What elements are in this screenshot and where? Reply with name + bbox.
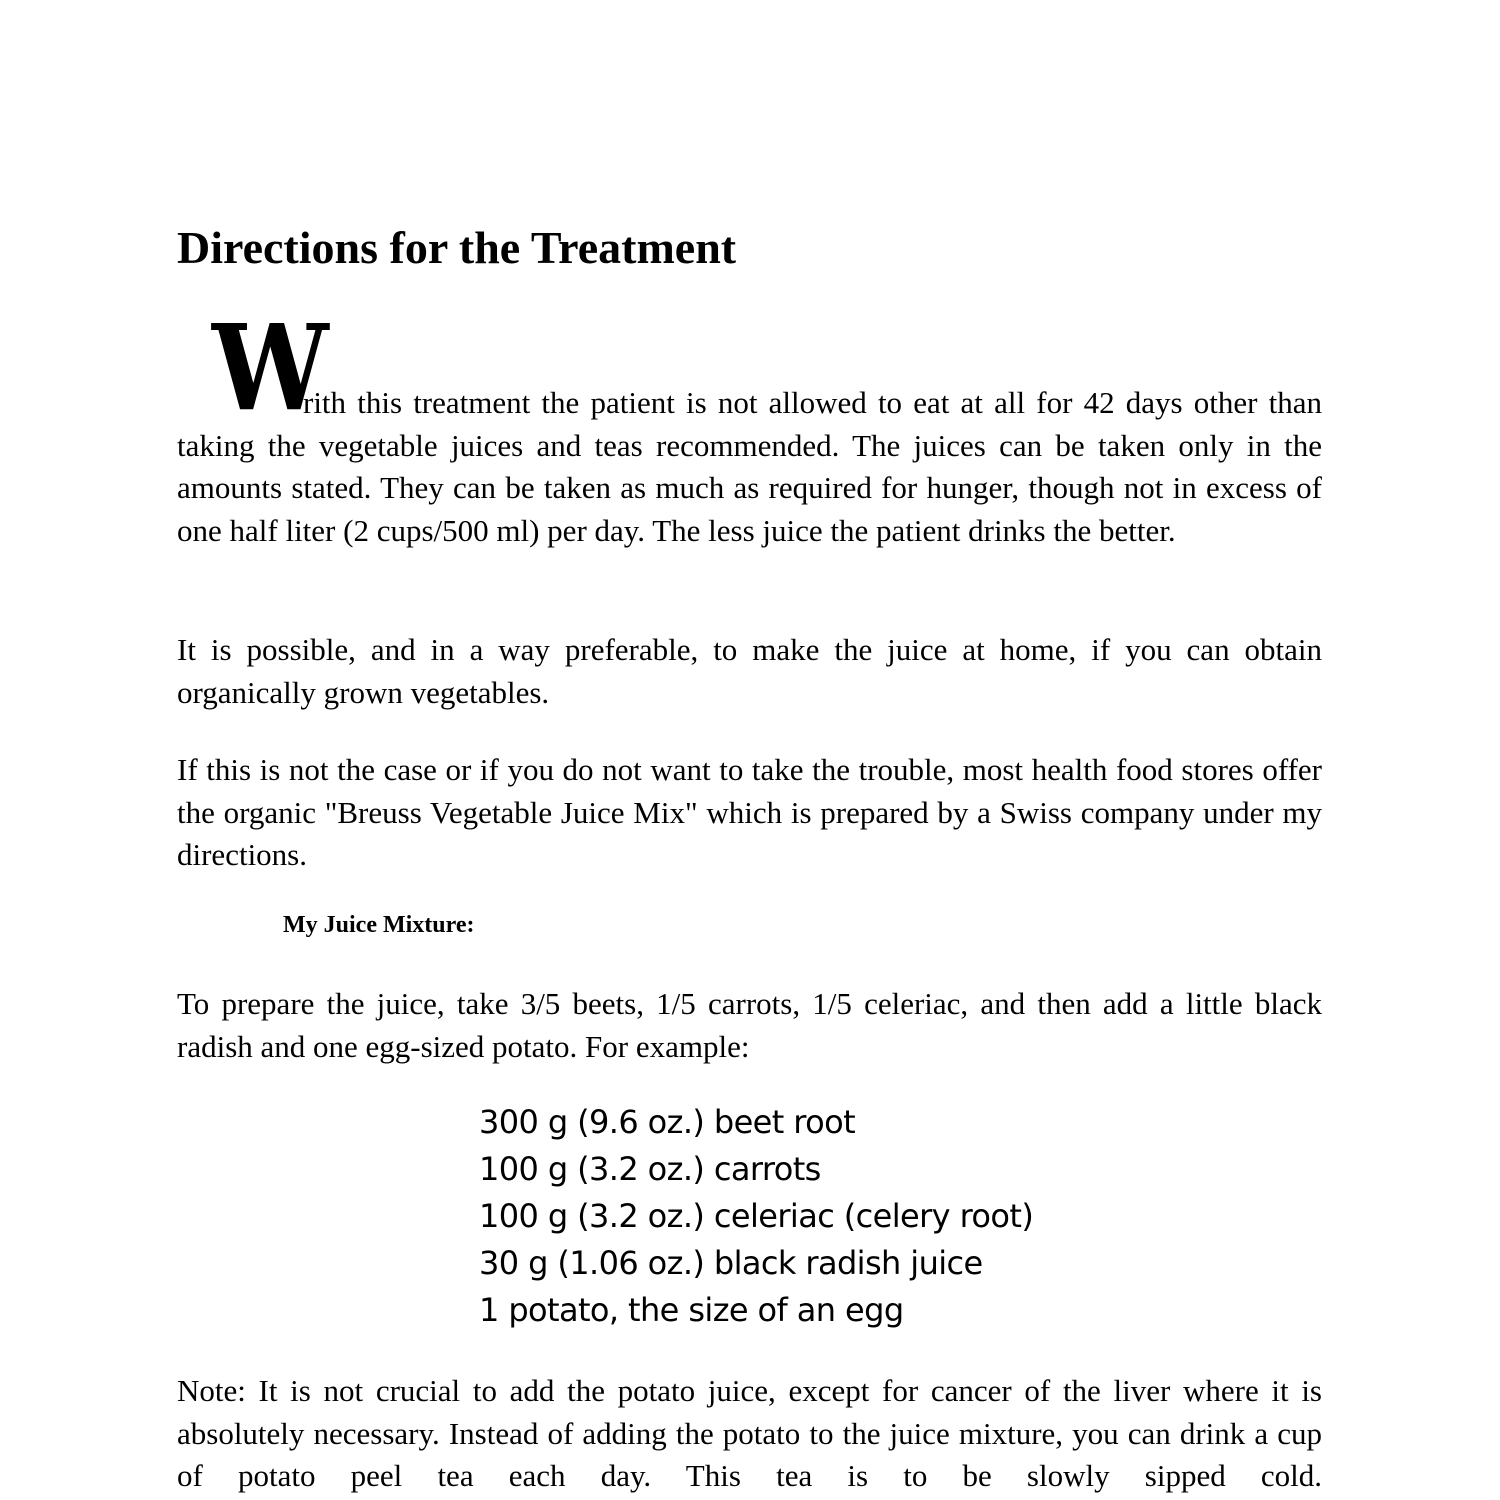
recipe-item: 100 g (3.2 oz.) carrots	[479, 1150, 821, 1188]
paragraph-note: Note: It is not crucial to add the potato juice, except for cancer of the liver where it is absolutely necessary. Instead of adding the potato to the juice mixture, you can drink a cup of potato peel tea each day. This tea is to be slowly sipped cold.	[177, 1373, 1322, 1493]
recipe-item: 300 g (9.6 oz.) beet root	[479, 1103, 856, 1141]
recipe-item: 1 potato, the size of an egg	[479, 1291, 904, 1329]
paragraph-juice-mix: If this is not the case or if you do not want to take the trouble, most health food stores offer the organic "Breuss Vegetable Juice Mix" which is prepared by a Swiss company under my directions.	[177, 752, 1322, 872]
recipe-list	[479, 1099, 1033, 1334]
paragraph-home-juice: It is possible, and in a way preferable, to make the juice at home, if you can obtain organically grown vegetables.	[177, 632, 1322, 710]
page-title: Directions for the Treatment	[177, 222, 737, 273]
paragraph-prepare: To prepare the juice, take 3/5 beets, 1/5 carrots, 1/5 celeriac, and then add a little black radish and one egg-sized potato. For example:	[177, 986, 1322, 1064]
recipe-item: 30 g (1.06 oz.) black radish juice	[479, 1244, 983, 1282]
recipe-item: 100 g (3.2 oz.) celeriac (celery root)	[479, 1197, 1034, 1235]
subheading-juice-mixture: My Juice Mixture:	[283, 912, 475, 938]
paragraph-intro: rith this treatment the patient is not allowed to eat at all for 42 days other than taking the vegetable juices and teas recommended. The juices can be taken only in the amounts stated. They can be taken as much as required for hunger, though not in excess of one half liter (2 cups/500 ml) per day. The less juice the patient drinks the better.	[177, 385, 1322, 548]
drop-cap: W	[212, 298, 327, 437]
